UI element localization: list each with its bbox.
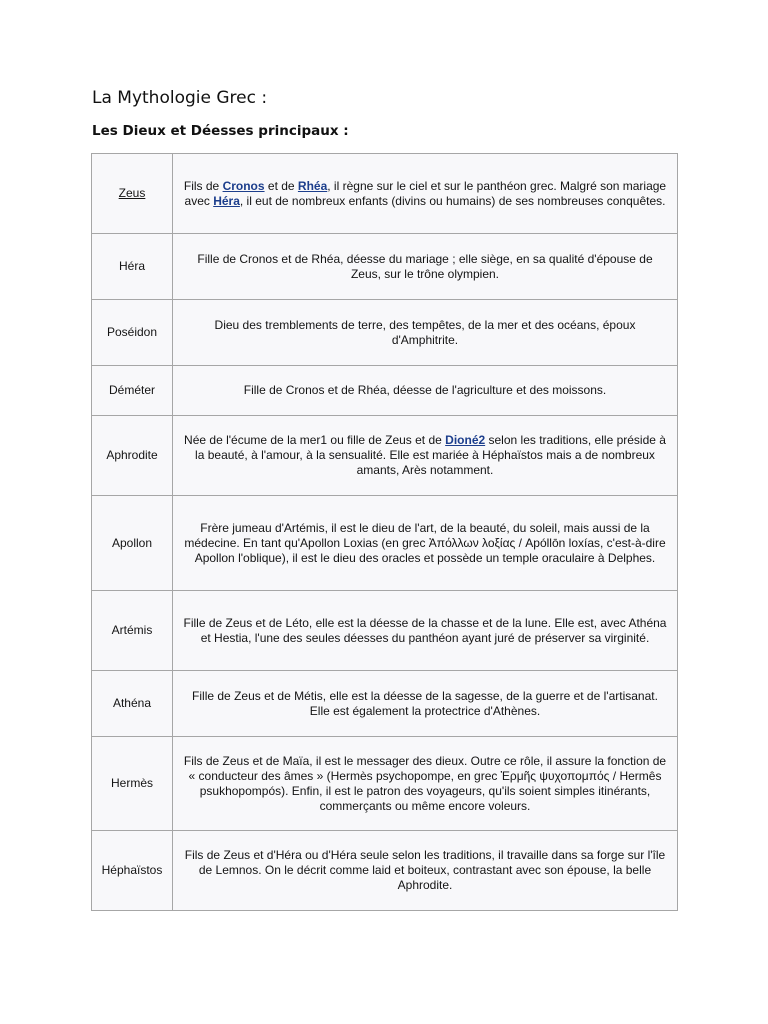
table-row [92,737,678,831]
god-description-cell: Fille de Zeus et de Léto, elle est la déesse de la chasse et de la lune. Elle est, avec Athéna et Hestia, l'une des seules déesses du panthéon ayant juré de préserver sa virginité. [173,591,678,671]
god-description-cell: Fils de Zeus et de Maïa, il est le messager des dieux. Outre ce rôle, il assure la fonction de « conducteur des âmes » (Hermès psychopompe, en grec Ἑρμῆς ψυχοπομπός / Hermês psukhopompós). Enfin, il est le patron des voyageurs, qu'ils soient simples itinérants, commerçants ou même encore voleurs. [173,737,678,831]
table-row [92,366,678,416]
description-text: Fils de [183,178,223,193]
god-description-cell: Fille de Cronos et de Rhéa, déesse du mariage ; elle siège, en sa qualité d'épouse de Zeus, sur le trône olympien. [173,234,678,300]
table-row [92,591,678,671]
god-name-cell: Apollon [92,496,173,591]
god-description-cell: Fils de Zeus et d'Héra ou d'Héra seule selon les traditions, il travaille dans sa forge sur l'île de Lemnos. On le décrit comme laid et boiteux, contrastant avec son épouse, la belle Aphrodite. [173,831,678,911]
god-name-cell: Poséidon [92,300,173,366]
section-subtitle: Les Dieux et Déesses principaux : [92,123,349,139]
description-text: , il eut de nombreux enfants (divins ou humains) de ses nombreuses conquêtes. [239,193,666,208]
table-row [92,671,678,737]
god-description-cell [173,416,678,496]
table-row [92,234,678,300]
gods-table [91,153,678,911]
god-name-link-zeus[interactable]: Zeus [118,186,146,200]
description-text: , il règne sur le ciel et sur le panthéon grec. Malgré son mariage avec [184,178,667,208]
god-description-cell: Fille de Cronos et de Rhéa, déesse de l'agriculture et des moissons. [173,366,678,416]
god-name-cell: Artémis [92,591,173,671]
god-name-cell: Déméter [92,366,173,416]
god-name-cell: Héra [92,234,173,300]
table-row [92,831,678,911]
table-row [92,416,678,496]
description-text: Née de l'écume de la mer1 ou fille de Zeus et de [184,433,446,447]
god-name-cell[interactable] [92,154,173,234]
table-row [92,496,678,591]
link-rhea[interactable]: Rhéa [297,178,328,193]
god-description-cell: Frère jumeau d'Artémis, il est le dieu de l'art, de la beauté, du soleil, mais aussi de la médecine. En tant qu'Apollon Loxias (en grec Ἀπόλλων λοξίας / Apóllōn loxías, c'est-à-dire Apollon l'oblique), il est le dieu des oracles et possède un temple oraculaire à Delphes. [173,496,678,591]
page-title: La Mythologie Grec : [92,88,268,108]
god-description-cell [173,154,678,234]
god-name-cell: Héphaïstos [92,831,173,911]
god-name-cell: Hermès [92,737,173,831]
god-description-cell: Fille de Zeus et de Métis, elle est la déesse de la sagesse, de la guerre et de l'artisanat. Elle est également la protectrice d'Athènes. [173,671,678,737]
description-text: selon les traditions, elle préside à la beauté, à l'amour, à la sensualité. Elle est mariée à Héphaïstos mais a de nombreux amants, Arès notamment. [195,433,666,477]
table-row [92,300,678,366]
god-name-cell: Athéna [92,671,173,737]
link-cronos[interactable]: Cronos [222,178,265,193]
description-text: et de [264,178,298,193]
link-dione[interactable]: Dioné2 [445,433,486,447]
god-description-cell: Dieu des tremblements de terre, des tempêtes, de la mer et des océans, époux d'Amphitrite. [173,300,678,366]
table-row [92,154,678,234]
link-hera[interactable]: Héra [213,193,240,208]
god-name-cell: Aphrodite [92,416,173,496]
